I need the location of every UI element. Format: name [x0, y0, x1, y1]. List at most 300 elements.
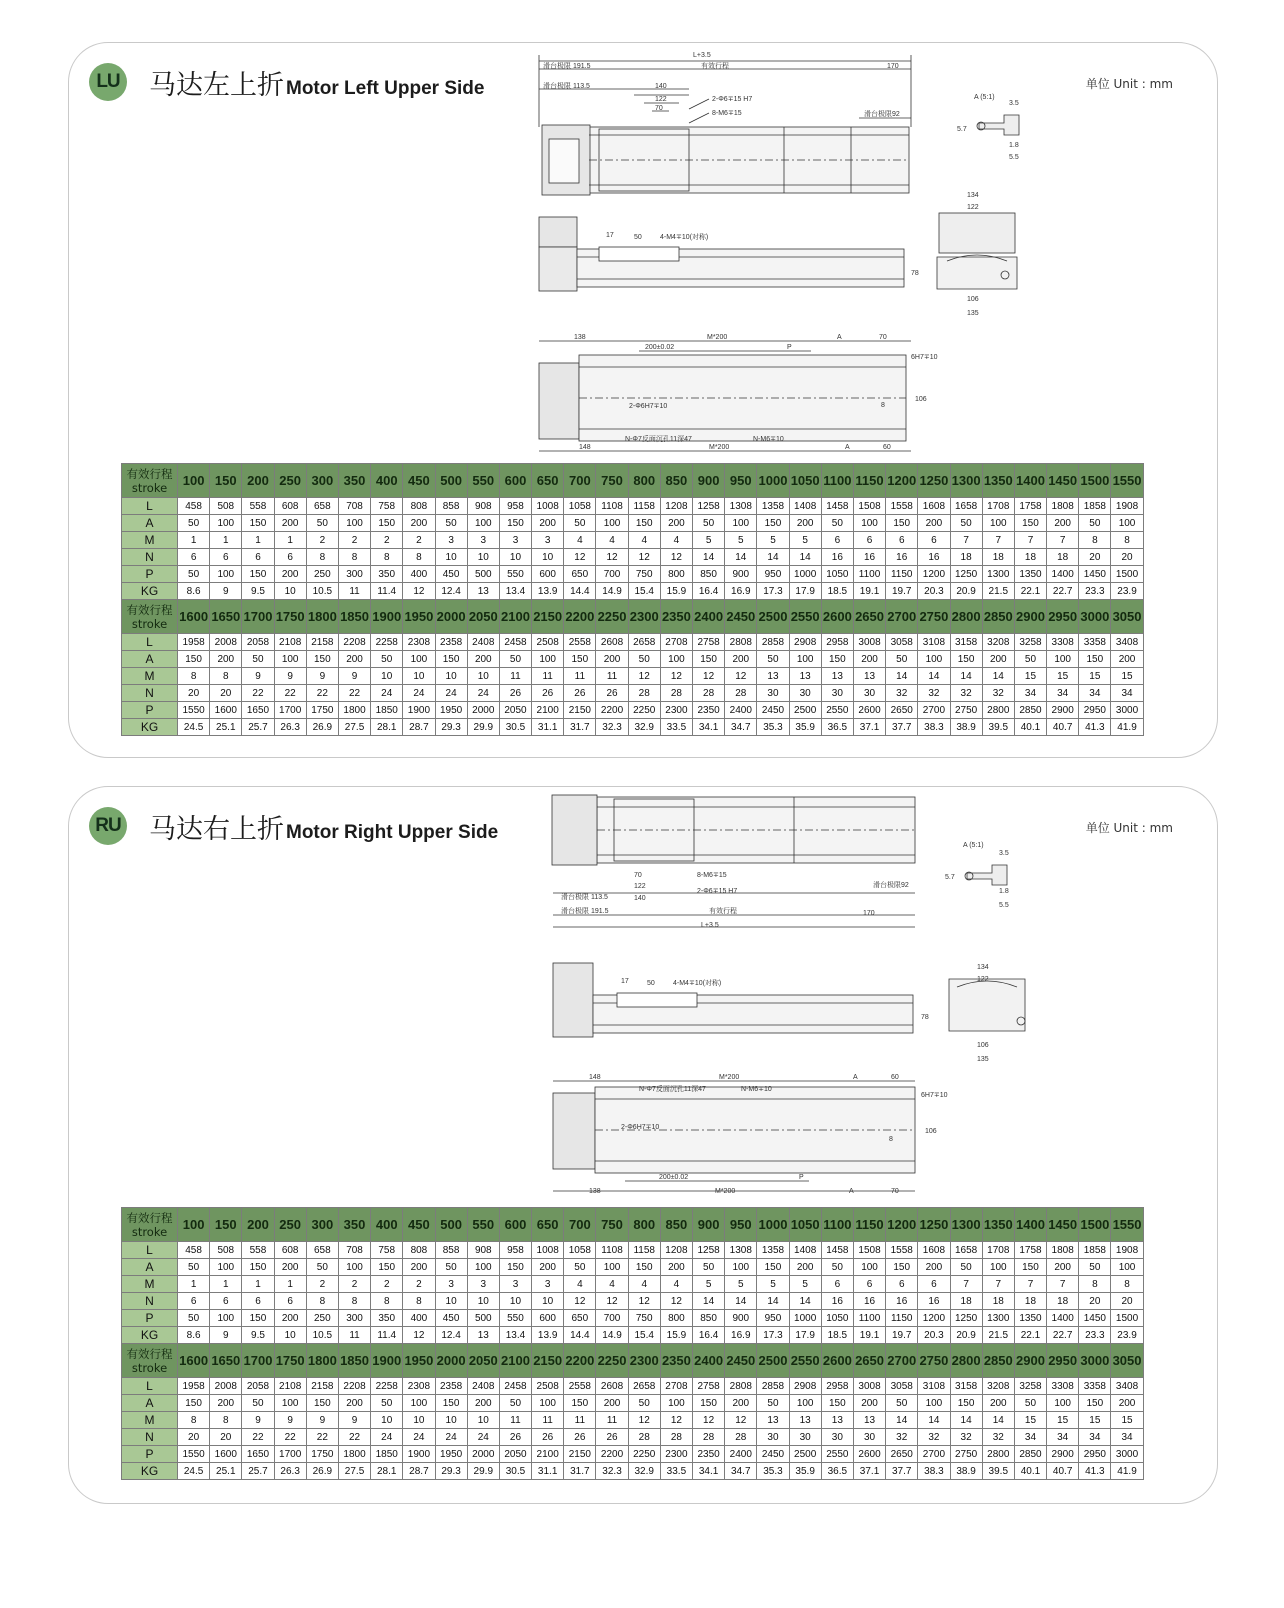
end-view: [949, 979, 1025, 1031]
table-cell: 40.1: [1014, 719, 1046, 736]
table-cell: 1450: [1079, 1310, 1111, 1327]
table-cell: 16: [918, 549, 950, 566]
table-cell: 3408: [1111, 1378, 1143, 1395]
table-cell: 6: [242, 549, 274, 566]
table-cell: 41.9: [1111, 719, 1143, 736]
table-cell: 458: [178, 498, 210, 515]
stroke-value: 2250: [596, 600, 628, 634]
table-cell: 16: [853, 549, 885, 566]
table-cell: 5: [693, 1276, 725, 1293]
table-cell: 22.7: [1047, 583, 1079, 600]
table-cell: 800: [660, 1310, 692, 1327]
table-cell: 3208: [982, 1378, 1014, 1395]
table-cell: 808: [403, 1242, 435, 1259]
table-cell: 500: [467, 566, 499, 583]
dim-slide-start: 滑台极限 191.5: [561, 908, 609, 915]
dim-5-5: 5.5: [1009, 154, 1019, 161]
table-cell: 40.7: [1047, 719, 1079, 736]
table-cell: 12: [596, 549, 628, 566]
table-cell: 1708: [982, 1242, 1014, 1259]
dim-slide-left: 滑台极限 113.5: [561, 894, 608, 901]
table-cell: 11: [596, 668, 628, 685]
table-cell: 24: [403, 685, 435, 702]
table-cell: 100: [982, 515, 1014, 532]
table-cell: 1150: [886, 1310, 918, 1327]
table-cell: 200: [274, 566, 306, 583]
table-cell: 2250: [628, 702, 660, 719]
table-cell: 200: [596, 651, 628, 668]
table-cell: 150: [628, 515, 660, 532]
table-cell: 50: [886, 1395, 918, 1412]
stroke-value: 1900: [371, 1344, 403, 1378]
table-cell: 3: [435, 532, 467, 549]
table-cell: 2500: [789, 702, 821, 719]
table-cell: 22: [274, 685, 306, 702]
dim-total: L+3.5: [701, 922, 719, 929]
table-cell: 15: [1047, 1412, 1079, 1429]
dim-135: 135: [967, 310, 979, 317]
dim-8: 8: [881, 402, 885, 409]
dim-50: 50: [634, 234, 642, 241]
stroke-value: 1250: [918, 1208, 950, 1242]
table-cell: 9: [210, 1327, 242, 1344]
table-cell: 150: [628, 1259, 660, 1276]
table-cell: 6: [274, 549, 306, 566]
table-cell: 150: [886, 1259, 918, 1276]
dim-140: 140: [634, 895, 646, 902]
table-cell: 14.9: [596, 1327, 628, 1344]
dim-m200: M*200: [707, 334, 728, 341]
table-cell: 100: [918, 651, 950, 668]
dim-17: 17: [621, 978, 629, 985]
stroke-value: 400: [371, 464, 403, 498]
table-cell: 150: [242, 515, 274, 532]
table-cell: 3008: [853, 634, 885, 651]
row-label: N: [122, 1293, 178, 1310]
spec-table-ru: [121, 1207, 1144, 1480]
table-cell: 1550: [178, 702, 210, 719]
table-cell: 1158: [628, 1242, 660, 1259]
table-cell: 1250: [950, 1310, 982, 1327]
table-cell: 50: [1079, 1259, 1111, 1276]
stroke-label-cn: 有效行程: [126, 1346, 173, 1361]
table-cell: 150: [950, 1395, 982, 1412]
table-cell: 3: [499, 1276, 531, 1293]
table-cell: 1600: [210, 702, 242, 719]
stroke-value: 1050: [789, 464, 821, 498]
table-cell: 6: [242, 1293, 274, 1310]
table-cell: 2508: [532, 1378, 564, 1395]
table-cell: 1358: [757, 498, 789, 515]
spec-table-lu: [121, 463, 1144, 736]
table-cell: 450: [435, 1310, 467, 1327]
table-cell: 50: [242, 1395, 274, 1412]
table-cell: 2258: [371, 1378, 403, 1395]
table-cell: 458: [178, 1242, 210, 1259]
table-cell: 29.9: [467, 1463, 499, 1480]
table-cell: 2158: [306, 1378, 338, 1395]
table-cell: 2608: [596, 1378, 628, 1395]
table-cell: 2: [306, 1276, 338, 1293]
table-cell: 17.9: [789, 583, 821, 600]
table-cell: 6: [918, 532, 950, 549]
stroke-value: 650: [532, 464, 564, 498]
table-cell: 8: [178, 1412, 210, 1429]
table-cell: 19.7: [886, 1327, 918, 1344]
table-cell: 7: [950, 1276, 982, 1293]
table-cell: 3: [467, 532, 499, 549]
table-cell: 6: [178, 1293, 210, 1310]
table-cell: 7: [982, 1276, 1014, 1293]
table-cell: 14: [725, 1293, 757, 1310]
stroke-value: 1850: [338, 600, 370, 634]
stroke-value: 1350: [982, 464, 1014, 498]
table-cell: 1658: [950, 498, 982, 515]
stroke-value: 950: [725, 1208, 757, 1242]
table-cell: 7: [1047, 1276, 1079, 1293]
table-cell: 550: [499, 566, 531, 583]
table-cell: 350: [371, 1310, 403, 1327]
table-cell: 26: [596, 1429, 628, 1446]
table-cell: 17.3: [757, 583, 789, 600]
table-cell: 16.9: [725, 583, 757, 600]
table-cell: 808: [403, 498, 435, 515]
table-cell: 34: [1111, 1429, 1143, 1446]
table-cell: 2300: [660, 702, 692, 719]
dim-1-8: 1.8: [1009, 142, 1019, 149]
table-cell: 1000: [789, 566, 821, 583]
table-cell: 3208: [982, 634, 1014, 651]
stroke-value: 2900: [1014, 600, 1046, 634]
stroke-value: 1150: [853, 464, 885, 498]
stroke-value: 2700: [886, 600, 918, 634]
hole-nphi: N-Φ7反面沉孔11深47: [639, 1086, 706, 1093]
table-cell: 13: [467, 1327, 499, 1344]
table-cell: 50: [435, 515, 467, 532]
table-cell: 2100: [532, 1446, 564, 1463]
table-cell: 2800: [982, 1446, 1014, 1463]
table-cell: 150: [242, 1259, 274, 1276]
table-cell: 1858: [1079, 1242, 1111, 1259]
table-cell: 28.7: [403, 719, 435, 736]
table-cell: 16.4: [693, 583, 725, 600]
unit-label: 单位 Unit : mm: [1085, 821, 1173, 835]
table-cell: 1900: [403, 1446, 435, 1463]
table-cell: 200: [210, 1395, 242, 1412]
table-cell: 11: [499, 668, 531, 685]
stroke-value: 1500: [1079, 1208, 1111, 1242]
stroke-header-label: [122, 1344, 178, 1378]
stroke-value: 1350: [982, 1208, 1014, 1242]
dim-170: 170: [887, 63, 899, 70]
table-cell: 2700: [918, 702, 950, 719]
table-cell: 20: [1079, 549, 1111, 566]
table-cell: 20: [1079, 1293, 1111, 1310]
stroke-value: 2500: [757, 600, 789, 634]
table-cell: 400: [403, 566, 435, 583]
table-cell: 14: [789, 1293, 821, 1310]
row-label: P: [122, 1446, 178, 1463]
table-cell: 1408: [789, 498, 821, 515]
stroke-value: 750: [596, 1208, 628, 1242]
table-cell: 100: [853, 515, 885, 532]
stroke-value: 3000: [1079, 600, 1111, 634]
table-cell: 32: [950, 1429, 982, 1446]
table-cell: 32.9: [628, 719, 660, 736]
table-cell: 150: [178, 1395, 210, 1412]
table-cell: 100: [467, 1259, 499, 1276]
dim-134: 134: [977, 964, 989, 971]
table-cell: 11: [338, 1327, 370, 1344]
table-cell: 200: [274, 515, 306, 532]
table-cell: 1458: [821, 1242, 853, 1259]
hole-nphi: N-Φ7反面沉孔11深47: [625, 436, 692, 443]
table-cell: 958: [499, 1242, 531, 1259]
table-cell: 1258: [693, 498, 725, 515]
table-cell: 6: [821, 1276, 853, 1293]
table-cell: 1608: [918, 498, 950, 515]
table-cell: 20: [178, 685, 210, 702]
table-cell: 150: [693, 651, 725, 668]
hole-callout-1: 2-Φ6∓15 H7: [712, 96, 753, 103]
table-cell: 3358: [1079, 1378, 1111, 1395]
table-cell: 2008: [210, 1378, 242, 1395]
detail-a-view: [965, 865, 1007, 885]
dim-200-tol: 200±0.02: [645, 344, 675, 351]
table-cell: 24.5: [178, 719, 210, 736]
tap-callout: 4-M4∓10(对称): [673, 980, 722, 987]
table-cell: 150: [1079, 1395, 1111, 1412]
table-cell: 30: [757, 685, 789, 702]
table-cell: 18: [1014, 1293, 1046, 1310]
table-cell: 2808: [725, 634, 757, 651]
table-cell: 2658: [628, 1378, 660, 1395]
table-cell: 6: [886, 1276, 918, 1293]
stroke-header-label: [122, 1208, 178, 1242]
dim-5-7: 5.7: [957, 126, 967, 133]
dim-122b: 122: [977, 976, 989, 983]
table-cell: 2358: [435, 634, 467, 651]
table-cell: 2350: [693, 702, 725, 719]
table-cell: 33.5: [660, 1463, 692, 1480]
table-cell: 15: [1111, 1412, 1143, 1429]
table-cell: 1508: [853, 498, 885, 515]
table-cell: 4: [660, 1276, 692, 1293]
table-cell: 200: [210, 651, 242, 668]
table-cell: 150: [821, 1395, 853, 1412]
table-cell: 18: [950, 1293, 982, 1310]
table-cell: 6: [274, 1293, 306, 1310]
table-cell: 12: [660, 668, 692, 685]
table-cell: 2258: [371, 634, 403, 651]
table-cell: 1550: [178, 1446, 210, 1463]
table-cell: 26: [564, 685, 596, 702]
section-badge: LU: [89, 63, 127, 101]
stroke-value: 2550: [789, 1344, 821, 1378]
table-cell: 31.1: [532, 1463, 564, 1480]
table-cell: 14: [950, 668, 982, 685]
table-cell: 6: [178, 549, 210, 566]
row-label: M: [122, 1412, 178, 1429]
stroke-value: 2950: [1047, 1344, 1079, 1378]
table-cell: 1750: [306, 702, 338, 719]
table-row: [122, 1378, 1144, 1395]
table-cell: 100: [725, 515, 757, 532]
table-cell: 50: [499, 1395, 531, 1412]
table-cell: 200: [789, 515, 821, 532]
table-cell: 30.5: [499, 1463, 531, 1480]
stroke-value: 2450: [725, 600, 757, 634]
table-cell: 2858: [757, 634, 789, 651]
table-cell: 2058: [242, 634, 274, 651]
table-cell: 100: [1047, 1395, 1079, 1412]
table-cell: 1: [242, 1276, 274, 1293]
table-cell: 35.9: [789, 719, 821, 736]
table-cell: 2358: [435, 1378, 467, 1395]
table-cell: 200: [725, 651, 757, 668]
dim-50: 50: [647, 980, 655, 987]
table-cell: 2658: [628, 634, 660, 651]
table-cell: 3: [435, 1276, 467, 1293]
table-cell: 3358: [1079, 634, 1111, 651]
table-row: [122, 1293, 1144, 1310]
table-cell: 34: [1014, 1429, 1046, 1446]
stroke-value: 1000: [757, 1208, 789, 1242]
table-cell: 2850: [1014, 1446, 1046, 1463]
table-cell: 2858: [757, 1378, 789, 1395]
table-cell: 200: [467, 1395, 499, 1412]
table-cell: 3258: [1014, 1378, 1046, 1395]
table-cell: 50: [628, 1395, 660, 1412]
table-cell: 10: [403, 1412, 435, 1429]
table-cell: 11: [532, 668, 564, 685]
table-row: [122, 1242, 1144, 1259]
table-row: [122, 1259, 1144, 1276]
dim-78: 78: [921, 1014, 929, 1021]
table-cell: 1350: [1014, 566, 1046, 583]
table-cell: 2050: [499, 702, 531, 719]
table-cell: 2958: [821, 634, 853, 651]
table-cell: 1208: [660, 1242, 692, 1259]
table-cell: 100: [403, 1395, 435, 1412]
table-cell: 12.4: [435, 583, 467, 600]
table-cell: 1658: [950, 1242, 982, 1259]
dim-170: 170: [863, 910, 875, 917]
table-cell: 26: [532, 685, 564, 702]
stroke-value: 1250: [918, 464, 950, 498]
table-cell: 1108: [596, 1242, 628, 1259]
table-cell: 50: [693, 1259, 725, 1276]
table-cell: 38.9: [950, 1463, 982, 1480]
table-cell: 3308: [1047, 634, 1079, 651]
table-cell: 100: [660, 651, 692, 668]
table-cell: 1: [274, 1276, 306, 1293]
table-cell: 14: [693, 1293, 725, 1310]
table-cell: 8: [1079, 1276, 1111, 1293]
table-cell: 100: [1047, 651, 1079, 668]
table-cell: 8: [210, 668, 242, 685]
stroke-value: 1650: [210, 1344, 242, 1378]
dim-effective: 有效行程: [701, 63, 729, 70]
table-cell: 41.3: [1079, 719, 1111, 736]
table-cell: 100: [853, 1259, 885, 1276]
table-cell: 2458: [499, 634, 531, 651]
table-cell: 10: [435, 1412, 467, 1429]
dim-70: 70: [634, 872, 642, 879]
stroke-value: 1800: [306, 600, 338, 634]
table-cell: 900: [725, 1310, 757, 1327]
table-cell: 2: [338, 532, 370, 549]
table-cell: 908: [467, 498, 499, 515]
table-cell: 2450: [757, 702, 789, 719]
table-cell: 3: [499, 532, 531, 549]
row-label: N: [122, 1429, 178, 1446]
table-cell: 558: [242, 498, 274, 515]
stroke-value: 2350: [660, 600, 692, 634]
table-cell: 8.6: [178, 583, 210, 600]
table-cell: 30: [853, 1429, 885, 1446]
stroke-value: 500: [435, 1208, 467, 1242]
row-label: L: [122, 1378, 178, 1395]
table-cell: 8: [338, 549, 370, 566]
table-cell: 10: [274, 583, 306, 600]
table-cell: 22: [306, 685, 338, 702]
table-cell: 1758: [1014, 1242, 1046, 1259]
dim-p: P: [787, 344, 792, 351]
stroke-value: 2050: [467, 1344, 499, 1378]
end-view: [937, 213, 1017, 289]
stroke-value: 450: [403, 1208, 435, 1242]
table-cell: 3058: [886, 1378, 918, 1395]
stroke-value: 600: [499, 464, 531, 498]
table-cell: 900: [725, 566, 757, 583]
table-cell: 708: [338, 498, 370, 515]
stroke-value: 2000: [435, 1344, 467, 1378]
dim-122: 122: [655, 96, 667, 103]
stroke-value: 1700: [242, 1344, 274, 1378]
table-cell: 18: [1014, 549, 1046, 566]
stroke-value: 1700: [242, 600, 274, 634]
table-cell: 15.4: [628, 1327, 660, 1344]
table-cell: 950: [757, 566, 789, 583]
stroke-value: 1950: [403, 600, 435, 634]
table-cell: 18.5: [821, 1327, 853, 1344]
table-cell: 19.1: [853, 583, 885, 600]
table-cell: 9: [306, 668, 338, 685]
table-cell: 11.4: [371, 1327, 403, 1344]
dim-5-7: 5.7: [945, 874, 955, 881]
table-cell: 22: [338, 685, 370, 702]
dim-70-b: 70: [879, 334, 887, 341]
detail-a-label: A (5:1): [974, 94, 995, 101]
table-cell: 2900: [1047, 1446, 1079, 1463]
stroke-value: 650: [532, 1208, 564, 1242]
table-cell: 10: [467, 668, 499, 685]
table-cell: 6: [918, 1276, 950, 1293]
dim-slide-right: 滑台极限92: [864, 111, 900, 118]
table-cell: 28: [693, 1429, 725, 1446]
dim-m200-b: M*200: [709, 444, 730, 451]
table-cell: 9: [274, 668, 306, 685]
stroke-value: 2800: [950, 600, 982, 634]
table-cell: 200: [1047, 1259, 1079, 1276]
stroke-value: 2600: [821, 1344, 853, 1378]
table-cell: 9.5: [242, 1327, 274, 1344]
table-cell: 100: [210, 515, 242, 532]
table-cell: 508: [210, 498, 242, 515]
table-cell: 150: [435, 651, 467, 668]
table-cell: 2900: [1047, 702, 1079, 719]
